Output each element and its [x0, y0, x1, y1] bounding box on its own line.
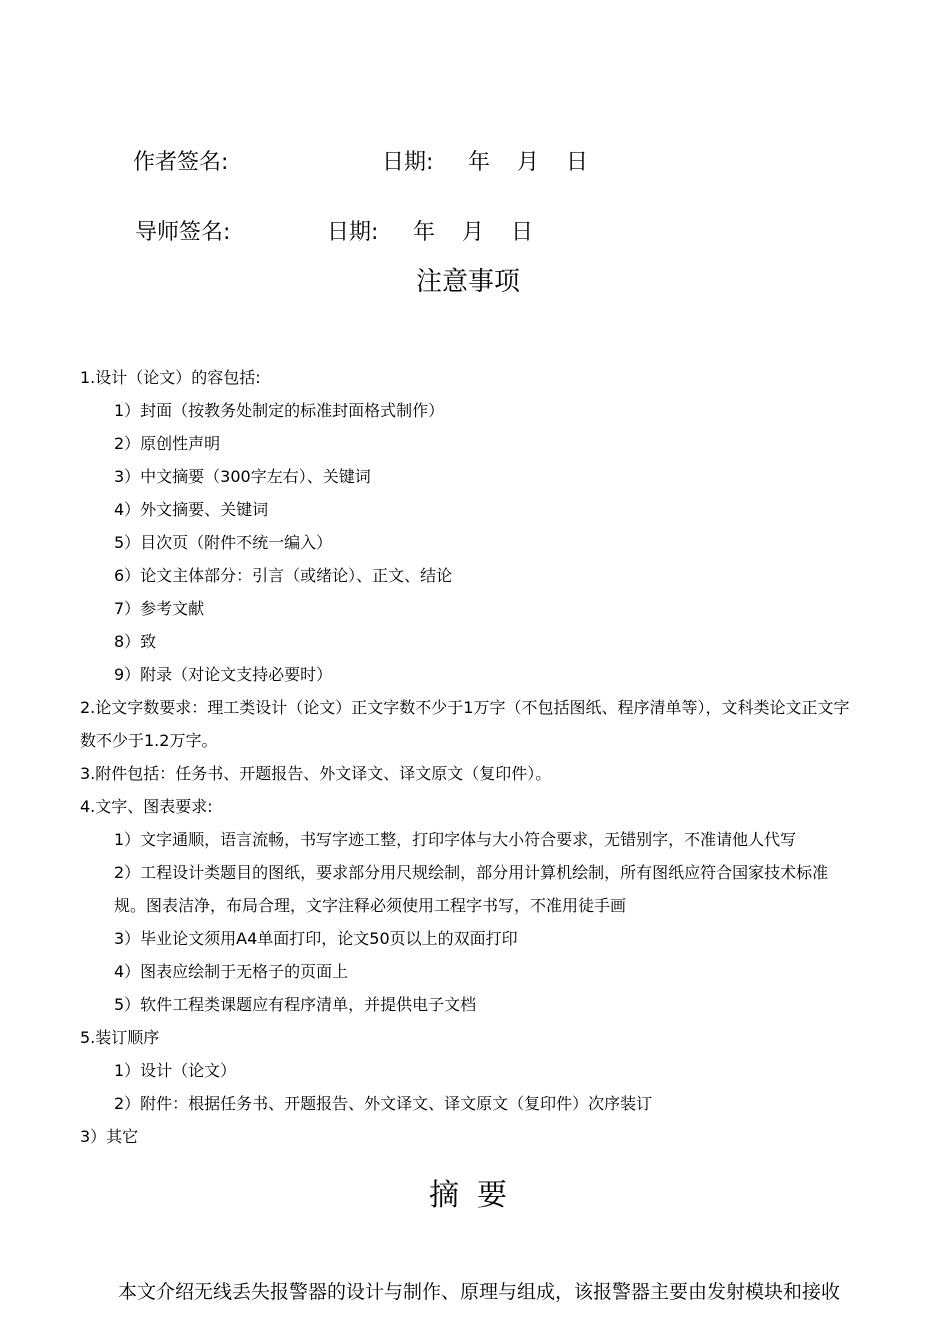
notes-section-item: 2.论文字数要求：理工类设计（论文）正文字数不少于1万字（不包括图纸、程序清单等），文科类论文正文字数不少于1.2万字。 [80, 698, 850, 750]
notes-sub-item: 2）工程设计类题目的图纸，要求部分用尺规绘制，部分用计算机绘制，所有图纸应符合国家技术标准规。图表洁净，布局合理，文字注释必须使用工程字书写，不准用徒手画 [114, 863, 829, 915]
notes-section-item: 3）其它 [80, 1127, 139, 1146]
notes-sub-item: 7）参考文献 [114, 599, 205, 618]
author-date-label: 日期: [382, 150, 434, 175]
author-date-year: 年 [468, 150, 491, 175]
abstract-first-line: 本文介绍无线丢失报警器的设计与制作、原理与组成，该报警器主要由发射模块和接收 [118, 1281, 841, 1303]
notes-list [80, 361, 860, 1153]
notes-sub-item: 9）附录（对论文支持必要时） [114, 665, 333, 684]
advisor-signature-row [0, 218, 936, 248]
notes-sub-item: 3）毕业论文须用A4单面打印，论文50页以上的双面打印 [114, 929, 518, 948]
notes-sub-item: 6）论文主体部分：引言（或绪论）、正文、结论 [114, 566, 453, 585]
notes-sub-item: 1）封面（按教务处制定的标准封面格式制作） [114, 401, 445, 420]
author-date-day: 日 [566, 150, 589, 175]
author-signature-label: 作者签名: [133, 150, 229, 175]
advisor-date-year: 年 [413, 220, 436, 245]
author-signature-row [0, 148, 936, 178]
notes-sub-item: 5）目次页（附件不统一编入） [114, 533, 333, 552]
notes-section-item: 5.装订顺序 [80, 1028, 160, 1047]
notes-sub-item: 2）原创性声明 [114, 434, 221, 453]
advisor-date-day: 日 [511, 220, 534, 245]
notes-section-item: 1.设计（论文）的容包括: [80, 368, 261, 387]
notes-title: 注意事项 [415, 267, 520, 297]
notes-section-item: 4.文字、图表要求: [80, 797, 213, 816]
notes-sub-item: 2）附件：根据任务书、开题报告、外文译文、译文原文（复印件）次序装订 [114, 1094, 653, 1113]
abstract-title: 摘要 [429, 1178, 525, 1213]
notes-sub-item: 4）外文摘要、关键词 [114, 500, 269, 519]
notes-sub-item: 5）软件工程类课题应有程序清单，并提供电子文档 [114, 995, 477, 1014]
notes-sub-item: 3）中文摘要（300字左右）、关键词 [114, 467, 371, 486]
author-date-month: 月 [517, 150, 540, 175]
notes-sub-item: 4）图表应绘制于无格子的页面上 [114, 962, 349, 981]
notes-sub-item: 8）致 [114, 632, 157, 651]
notes-sub-item: 1）设计（论文） [114, 1061, 237, 1080]
notes-sub-item: 1）文字通顺，语言流畅，书写字迹工整，打印字体与大小符合要求，无错别字，不准请他人代写 [114, 830, 797, 849]
advisor-date-month: 月 [462, 220, 485, 245]
advisor-signature-label: 导师签名: [135, 220, 231, 245]
advisor-date-label: 日期: [327, 220, 379, 245]
notes-section-item: 3.附件包括：任务书、开题报告、外文译文、译文原文（复印件）。 [80, 764, 552, 783]
